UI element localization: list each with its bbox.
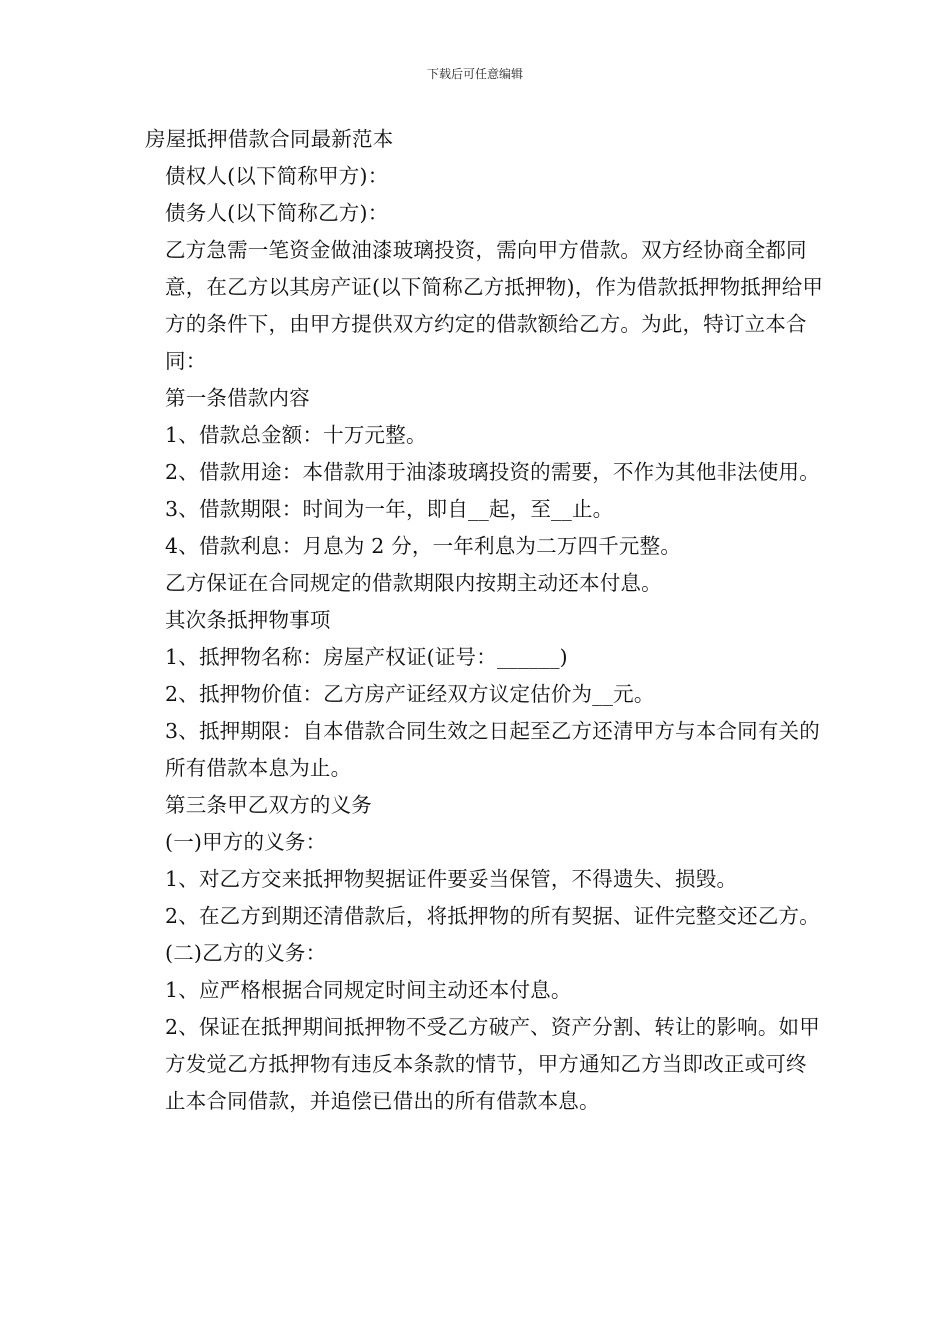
repayment-guarantee: 乙方保证在合同规定的借款期限内按期主动还本付息。 xyxy=(165,571,662,595)
article-1-heading: 第一条借款内容 xyxy=(165,386,310,410)
document-body xyxy=(145,121,825,1120)
party-a-duty-1: 1、对乙方交来抵押物契据证件要妥当保管，不得遗失、损毁。 xyxy=(165,867,738,891)
article-1-item-4: 4、借款利息：月息为 2 分，一年利息为二万四千元整。 xyxy=(165,534,682,558)
article-2-item-2: 2、抵押物价值：乙方房产证经双方议定估价为__元。 xyxy=(165,682,655,706)
debtor-line: 债务人(以下简称乙方)： xyxy=(165,201,389,225)
article-1-item-2: 2、借款用途：本借款用于油漆玻璃投资的需要，不作为其他非法使用。 xyxy=(165,460,820,484)
article-2-heading: 其次条抵押物事项 xyxy=(165,608,331,632)
article-1-item-3: 3、借款期限：时间为一年，即自__起，至__止。 xyxy=(165,497,614,521)
article-2-item-1: 1、抵押物名称：房屋产权证(证号：______) xyxy=(165,645,568,669)
creditor-line: 债权人(以下简称甲方)： xyxy=(165,164,389,188)
document-title: 房屋抵押借款合同最新范本 xyxy=(145,127,394,151)
party-b-duty-2: 2、保证在抵押期间抵押物不受乙方破产、资产分割、转让的影响。如甲方发觉乙方抵押物有违反本条款的情节，甲方通知乙方当即改正或可终止本合同借款，并追偿已借出的所有借款本息。 xyxy=(165,1015,820,1113)
party-a-duty-2: 2、在乙方到期还清借款后，将抵押物的所有契据、证件完整交还乙方。 xyxy=(165,904,820,928)
party-a-duties-heading: (一)甲方的义务： xyxy=(165,830,327,854)
article-2-item-3: 3、抵押期限：自本借款合同生效之日起至乙方还清甲方与本合同有关的所有借款本息为止。 xyxy=(165,719,820,780)
article-3-heading: 第三条甲乙双方的义务 xyxy=(165,793,372,817)
preamble-paragraph: 乙方急需一笔资金做油漆玻璃投资，需向甲方借款。双方经协商全都同意，在乙方以其房产证(以下简称乙方抵押物)，作为借款抵押物抵押给甲方的条件下，由甲方提供双方约定的借款额给乙方。为此，特订立本合同： xyxy=(165,238,824,373)
party-b-duties-heading: (二)乙方的义务： xyxy=(165,941,327,965)
page-header-note: 下载后可任意编辑 xyxy=(426,67,523,81)
party-b-duty-1: 1、应严格根据合同规定时间主动还本付息。 xyxy=(165,978,572,1002)
article-1-item-1: 1、借款总金额：十万元整。 xyxy=(165,423,427,447)
